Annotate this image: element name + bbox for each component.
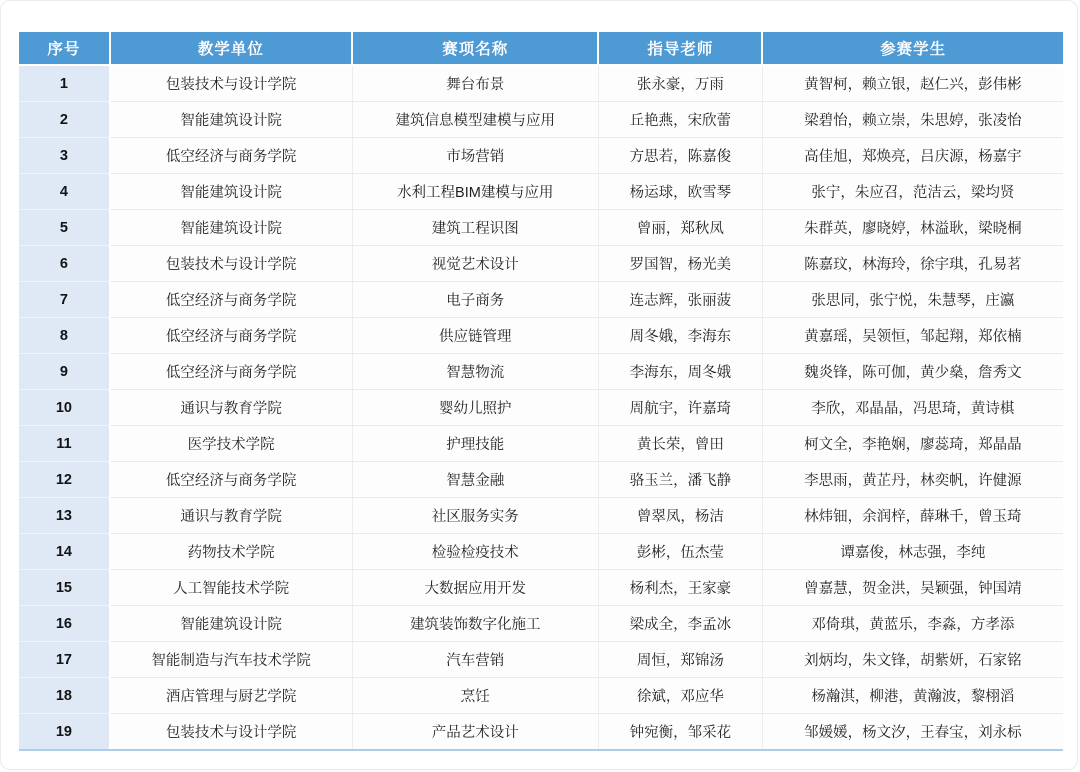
cell-index: 5 [19,210,110,246]
cell-students: 杨瀚淇，柳港，黄瀚波，黎栩滔 [762,678,1063,714]
competition-entries-table [19,32,1063,751]
cell-students: 魏炎锋，陈可伽，黄少燊，詹秀文 [762,354,1063,390]
cell-index: 17 [19,642,110,678]
column-header-event: 赛项名称 [352,32,598,65]
column-header-index: 序号 [19,32,110,65]
cell-students: 刘炳均，朱文锋，胡紫妍，石家铭 [762,642,1063,678]
table-row [19,174,1063,210]
cell-teachers: 丘艳燕，宋欣蕾 [598,102,762,138]
cell-event: 汽车营销 [352,642,598,678]
cell-teachers: 骆玉兰，潘飞静 [598,462,762,498]
table-row [19,642,1063,678]
cell-event: 智慧物流 [352,354,598,390]
table-row [19,282,1063,318]
table-row [19,138,1063,174]
cell-teachers: 梁成全，李孟冰 [598,606,762,642]
cell-index: 8 [19,318,110,354]
cell-teachers: 连志辉，张丽菠 [598,282,762,318]
cell-event: 产品艺术设计 [352,714,598,751]
table-row [19,534,1063,570]
cell-teachers: 杨利杰，王家豪 [598,570,762,606]
cell-teachers: 李海东，周冬娥 [598,354,762,390]
table-row [19,498,1063,534]
cell-index: 11 [19,426,110,462]
cell-index: 1 [19,65,110,102]
cell-students: 梁碧怡，赖立崇，朱思婷，张凌怡 [762,102,1063,138]
cell-unit: 人工智能技术学院 [110,570,352,606]
cell-students: 柯文全，李艳娴，廖蕊琦，郑晶晶 [762,426,1063,462]
cell-index: 19 [19,714,110,751]
cell-students: 林炜钿，余润梓，薛琳千，曾玉琦 [762,498,1063,534]
cell-students: 李欣，邓晶晶，冯思琦，黄诗棋 [762,390,1063,426]
cell-unit: 通识与教育学院 [110,390,352,426]
cell-students: 张宁，朱应召，范洁云，梁均贤 [762,174,1063,210]
cell-unit: 通识与教育学院 [110,498,352,534]
cell-event: 市场营销 [352,138,598,174]
cell-teachers: 曾丽，郑秋凤 [598,210,762,246]
header-row [19,32,1063,65]
cell-index: 6 [19,246,110,282]
cell-unit: 酒店管理与厨艺学院 [110,678,352,714]
cell-index: 18 [19,678,110,714]
cell-students: 谭嘉俊，林志强，李纯 [762,534,1063,570]
cell-students: 陈嘉玟，林海玲，徐宇琪，孔易茗 [762,246,1063,282]
table-row [19,210,1063,246]
cell-unit: 包装技术与设计学院 [110,714,352,751]
cell-teachers: 徐斌，邓应华 [598,678,762,714]
cell-event: 护理技能 [352,426,598,462]
cell-unit: 药物技术学院 [110,534,352,570]
cell-index: 10 [19,390,110,426]
cell-event: 建筑装饰数字化施工 [352,606,598,642]
cell-event: 电子商务 [352,282,598,318]
column-header-unit: 教学单位 [110,32,352,65]
cell-event: 舞台布景 [352,65,598,102]
cell-event: 建筑信息模型建模与应用 [352,102,598,138]
table-row [19,390,1063,426]
cell-teachers: 钟宛衡，邹采花 [598,714,762,751]
cell-index: 9 [19,354,110,390]
cell-teachers: 张永豪，万雨 [598,65,762,102]
cell-teachers: 罗国智，杨光美 [598,246,762,282]
table-row [19,426,1063,462]
cell-students: 邹媛媛，杨文汐，王春宝，刘永标 [762,714,1063,751]
cell-event: 视觉艺术设计 [352,246,598,282]
cell-event: 烹饪 [352,678,598,714]
cell-teachers: 曾翠凤，杨洁 [598,498,762,534]
table-row [19,65,1063,102]
cell-students: 曾嘉慧，贺金洪，吴颖强，钟国靖 [762,570,1063,606]
cell-unit: 低空经济与商务学院 [110,282,352,318]
cell-index: 16 [19,606,110,642]
cell-unit: 低空经济与商务学院 [110,138,352,174]
cell-unit: 低空经济与商务学院 [110,318,352,354]
cell-unit: 智能建筑设计院 [110,174,352,210]
cell-unit: 智能建筑设计院 [110,102,352,138]
cell-teachers: 彭彬，伍杰莹 [598,534,762,570]
table-row [19,606,1063,642]
cell-students: 黄智柯，赖立银，赵仁兴，彭伟彬 [762,65,1063,102]
cell-unit: 智能建筑设计院 [110,210,352,246]
cell-event: 建筑工程识图 [352,210,598,246]
cell-event: 智慧金融 [352,462,598,498]
cell-unit: 医学技术学院 [110,426,352,462]
cell-unit: 包装技术与设计学院 [110,65,352,102]
cell-students: 朱群英，廖晓婷，林溢耿，梁晓桐 [762,210,1063,246]
cell-event: 检验检疫技术 [352,534,598,570]
cell-unit: 低空经济与商务学院 [110,354,352,390]
table-body [19,65,1063,750]
cell-index: 15 [19,570,110,606]
cell-teachers: 杨运球，欧雪琴 [598,174,762,210]
cell-index: 4 [19,174,110,210]
cell-teachers: 黄长荣，曾田 [598,426,762,462]
cell-unit: 包装技术与设计学院 [110,246,352,282]
cell-teachers: 周航宇，许嘉琦 [598,390,762,426]
cell-event: 水利工程BIM建模与应用 [352,174,598,210]
table-row [19,102,1063,138]
cell-unit: 低空经济与商务学院 [110,462,352,498]
table-row [19,714,1063,751]
cell-index: 13 [19,498,110,534]
cell-index: 7 [19,282,110,318]
table-row [19,246,1063,282]
cell-students: 邓倚琪，黄蓝乐，李淼，方孝添 [762,606,1063,642]
cell-event: 婴幼儿照护 [352,390,598,426]
column-header-teachers: 指导老师 [598,32,762,65]
table-row [19,318,1063,354]
cell-teachers: 周冬娥，李海东 [598,318,762,354]
cell-index: 3 [19,138,110,174]
cell-teachers: 周恒，郑锦汤 [598,642,762,678]
table-row [19,570,1063,606]
cell-unit: 智能制造与汽车技术学院 [110,642,352,678]
cell-teachers: 方思若，陈嘉俊 [598,138,762,174]
cell-students: 李思雨，黄芷丹，林奕帆，许健源 [762,462,1063,498]
column-header-students: 参赛学生 [762,32,1063,65]
cell-index: 14 [19,534,110,570]
table-row [19,354,1063,390]
cell-index: 12 [19,462,110,498]
cell-event: 大数据应用开发 [352,570,598,606]
cell-event: 供应链管理 [352,318,598,354]
table-row [19,678,1063,714]
cell-students: 黄嘉瑶，吴领恒，邹起翔，郑依楠 [762,318,1063,354]
cell-students: 张思同，张宁悦，朱慧琴，庄瀛 [762,282,1063,318]
cell-students: 高佳旭，郑焕亮，吕庆源，杨嘉宇 [762,138,1063,174]
cell-event: 社区服务实务 [352,498,598,534]
cell-index: 2 [19,102,110,138]
table-row [19,462,1063,498]
cell-unit: 智能建筑设计院 [110,606,352,642]
